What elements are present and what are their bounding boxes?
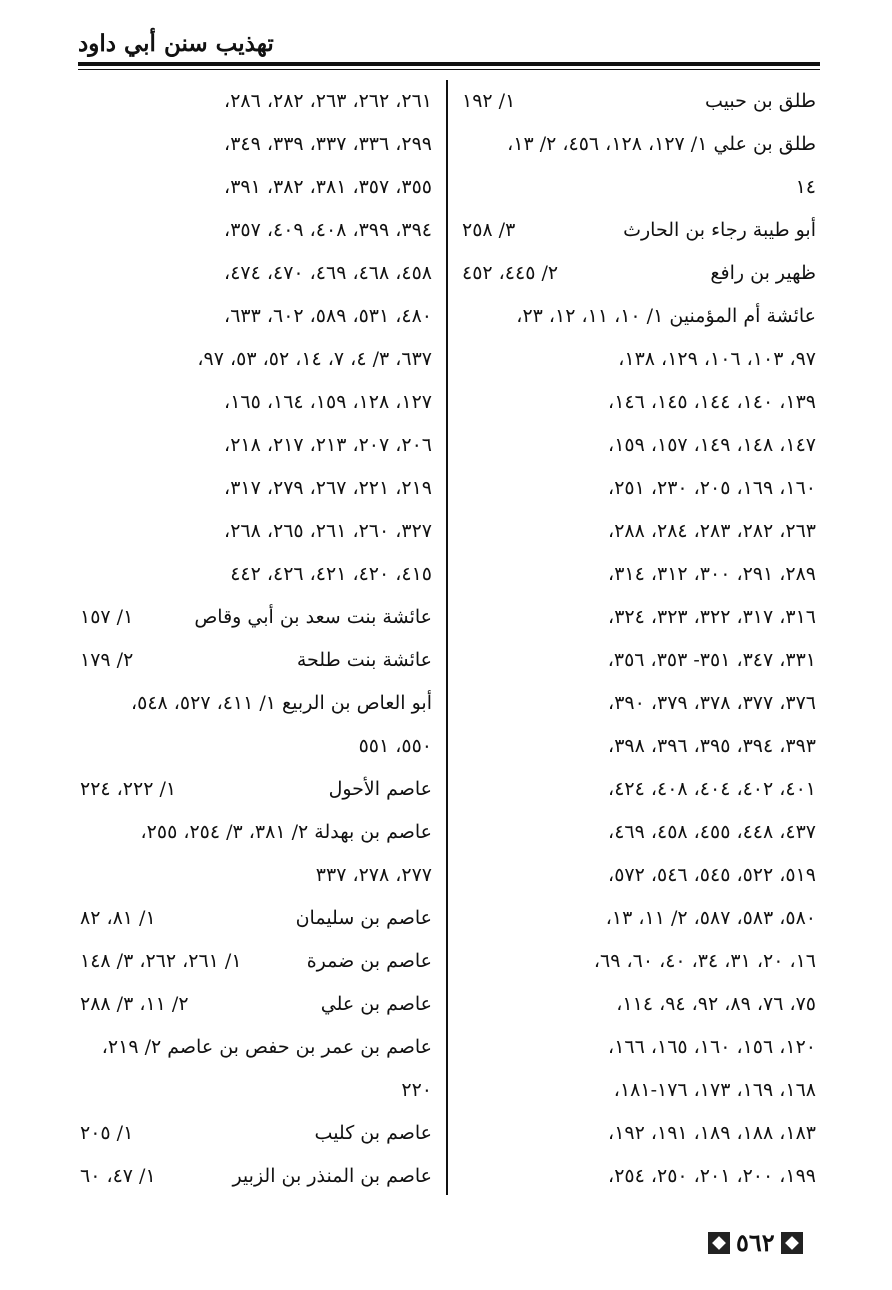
- entry-text: ٤١٥، ٤٢٠، ٤٢١، ٤٢٦، ٤٤٢: [230, 563, 432, 585]
- index-entry: [80, 897, 432, 940]
- index-entry: [80, 123, 432, 166]
- entry-reference: ٢/ ١١، ٣/ ٢٨٨: [80, 993, 189, 1015]
- entry-text: عاصم بن المنذر بن الزبير: [232, 1165, 432, 1187]
- index-entry: [462, 381, 816, 424]
- entry-text: عائشة بنت سعد بن أبي وقاص: [194, 606, 432, 628]
- entry-text: ٢٨٩، ٢٩١، ٣٠٠، ٣١٢، ٣١٤،: [608, 563, 816, 585]
- entry-text: عاصم بن سليمان: [295, 907, 432, 929]
- index-entry: [80, 338, 432, 381]
- index-entry: [80, 1112, 432, 1155]
- entry-text: ١٢٠، ١٥٦، ١٦٠، ١٦٥، ١٦٦،: [608, 1036, 816, 1058]
- entry-text: ظهير بن رافع: [710, 262, 816, 284]
- index-entry: [462, 811, 816, 854]
- index-entry: [80, 639, 432, 682]
- entry-text: ٥١٩، ٥٢٢، ٥٤٥، ٥٤٦، ٥٧٢،: [608, 864, 816, 886]
- entry-text: ٤٣٧، ٤٤٨، ٤٥٥، ٤٥٨، ٤٦٩،: [608, 821, 816, 843]
- column-divider: [446, 80, 448, 1195]
- entry-text: طلق بن حبيب: [705, 90, 816, 112]
- entry-text: ٥٨٠، ٥٨٣، ٥٨٧، ٢/ ١١، ١٣،: [605, 907, 816, 929]
- entry-text: أبو طيبة رجاء بن الحارث: [623, 219, 816, 241]
- entry-text: ١٨٣، ١٨٨، ١٨٩، ١٩١، ١٩٢،: [608, 1122, 816, 1144]
- entry-reference: ١/ ٢٢٢، ٢٢٤: [80, 778, 177, 800]
- index-entry: [462, 424, 816, 467]
- page-title: تهذيب سنن أبي داود: [78, 30, 274, 57]
- index-entry: [462, 252, 816, 295]
- ornament-icon: [781, 1232, 803, 1254]
- page-footer: [708, 1228, 803, 1257]
- entry-text: عاصم بن عمر بن حفص بن عاصم ٢/ ٢١٩،: [101, 1036, 432, 1058]
- entry-text: ٣٢٧، ٢٦٠، ٢٦١، ٢٦٥، ٢٦٨،: [224, 520, 432, 542]
- index-entry: [80, 166, 432, 209]
- index-entry: [80, 682, 432, 725]
- entry-text: ٣٧٦، ٣٧٧، ٣٧٨، ٣٧٩، ٣٩٠،: [608, 692, 816, 714]
- entry-text: أبو العاص بن الربيع ١/ ٤١١، ٥٢٧، ٥٤٨،: [130, 692, 432, 714]
- header-rule-thick: [78, 62, 820, 66]
- entry-text: ٣٣١، ٣٤٧، ٣٥١- ٣٥٣، ٣٥٦،: [607, 649, 816, 671]
- index-column-left: [80, 80, 432, 1198]
- index-entry: [462, 467, 816, 510]
- entry-text: ١٦٠، ١٦٩، ٢٠٥، ٢٣٠، ٢٥١،: [608, 477, 816, 499]
- index-entry: [462, 768, 816, 811]
- entry-reference: ٢/ ٤٤٥، ٤٥٢: [462, 262, 559, 284]
- entry-reference: ١/ ٨١، ٨٢: [80, 907, 156, 929]
- entry-text: ٦٣٧، ٣/ ٤، ٧، ١٤، ٥٢، ٥٣، ٩٧،: [197, 348, 432, 370]
- entry-text: ٢١٩، ٢٢١، ٢٦٧، ٢٧٩، ٣١٧،: [224, 477, 432, 499]
- index-entry: [80, 1155, 432, 1198]
- index-entry: [462, 1069, 816, 1112]
- index-entry: [80, 553, 432, 596]
- entry-text: ٣٩٤، ٣٩٩، ٤٠٨، ٤٠٩، ٣٥٧،: [224, 219, 432, 241]
- index-entry: [462, 983, 816, 1026]
- header-rule-thin: [78, 69, 820, 70]
- index-entry: [462, 209, 816, 252]
- entry-text: ٢٠٦، ٢٠٧، ٢١٣، ٢١٧، ٢١٨،: [224, 434, 432, 456]
- entry-reference: ١/ ١٩٢: [462, 90, 516, 112]
- index-column-right: [462, 80, 816, 1198]
- entry-text: ٩٧، ١٠٣، ١٠٦، ١٢٩، ١٣٨،: [618, 348, 816, 370]
- entry-text: ٧٥، ٧٦، ٨٩، ٩٢، ٩٤، ١١٤،: [616, 993, 816, 1015]
- index-entry: [80, 596, 432, 639]
- index-entry: [80, 854, 432, 897]
- entry-text: ٤٨٠، ٥٣١، ٥٨٩، ٦٠٢، ٦٣٣،: [224, 305, 432, 327]
- entry-text: ٣٩٣، ٣٩٤، ٣٩٥، ٣٩٦، ٣٩٨،: [608, 735, 816, 757]
- index-entry: [462, 1026, 816, 1069]
- entry-text: ٢٦١، ٢٦٢، ٢٦٣، ٢٨٢، ٢٨٦،: [224, 90, 432, 112]
- ornament-icon: [708, 1232, 730, 1254]
- entry-text: ٢٧٧، ٢٧٨، ٣٣٧: [315, 864, 432, 886]
- index-entry: [80, 510, 432, 553]
- entry-text: ١٦، ٢٠، ٣١، ٣٤، ٤٠، ٦٠، ٦٩،: [593, 950, 816, 972]
- index-entry: [462, 338, 816, 381]
- index-entry: [462, 510, 816, 553]
- entry-text: ١٢٧، ١٢٨، ١٥٩، ١٦٤، ١٦٥،: [224, 391, 432, 413]
- entry-text: عاصم بن كليب: [314, 1122, 432, 1144]
- entry-text: ١٣٩، ١٤٠، ١٤٤، ١٤٥، ١٤٦،: [608, 391, 816, 413]
- entry-reference: ١/ ٤٧، ٦٠: [80, 1165, 156, 1187]
- entry-reference: ٣/ ٢٥٨: [462, 219, 516, 241]
- entry-text: طلق بن علي ١/ ١٢٧، ١٢٨، ٤٥٦، ٢/ ١٣،: [507, 133, 816, 155]
- index-entry: [462, 725, 816, 768]
- entry-text: عائشة بنت طلحة: [296, 649, 432, 671]
- entry-reference: ١/ ٢٠٥: [80, 1122, 134, 1144]
- index-entry: [80, 1069, 432, 1112]
- index-entry: [80, 424, 432, 467]
- index-entry: [462, 1112, 816, 1155]
- entry-text: ٤٠١، ٤٠٢، ٤٠٤، ٤٠٨، ٤٢٤،: [608, 778, 816, 800]
- entry-text: ١٦٨، ١٦٩، ١٧٣، ١٧٦-١٨١،: [613, 1079, 816, 1101]
- entry-reference: ٢/ ١٧٩: [80, 649, 134, 671]
- index-entry: [80, 295, 432, 338]
- entry-text: ١٩٩، ٢٠٠، ٢٠١، ٢٥٠، ٢٥٤،: [608, 1165, 816, 1187]
- index-entry: [462, 596, 816, 639]
- index-entry: [80, 80, 432, 123]
- entry-text: عاصم بن ضمرة: [306, 950, 432, 972]
- index-entry: [462, 854, 816, 897]
- entry-text: ١٤: [795, 176, 816, 198]
- index-entry: [462, 80, 816, 123]
- index-entry: [462, 295, 816, 338]
- entry-text: ٢٢٠: [401, 1079, 432, 1101]
- index-entry: [80, 252, 432, 295]
- entry-text: ٢٦٣، ٢٨٢، ٢٨٣، ٢٨٤، ٢٨٨،: [608, 520, 816, 542]
- index-entry: [462, 123, 816, 166]
- entry-reference: ١/ ٢٦١، ٢٦٢، ٣/ ١٤٨: [80, 950, 242, 972]
- index-entry: [80, 381, 432, 424]
- entry-text: عاصم بن بهدلة ٢/ ٣٨١، ٣/ ٢٥٤، ٢٥٥،: [140, 821, 432, 843]
- entry-text: عاصم الأحول: [328, 778, 432, 800]
- entry-text: عائشة أم المؤمنين ١/ ١٠، ١١، ١٢، ٢٣،: [516, 305, 816, 327]
- index-entry: [80, 768, 432, 811]
- index-entry: [462, 940, 816, 983]
- entry-text: ٤٥٨، ٤٦٨، ٤٦٩، ٤٧٠، ٤٧٤،: [224, 262, 432, 284]
- index-entry: [462, 553, 816, 596]
- index-entry: [80, 725, 432, 768]
- index-entry: [462, 166, 816, 209]
- index-entry: [462, 1155, 816, 1198]
- index-entry: [80, 209, 432, 252]
- entry-text: عاصم بن علي: [320, 993, 432, 1015]
- entry-text: ٣٥٥، ٣٥٧، ٣٨١، ٣٨٢، ٣٩١،: [224, 176, 432, 198]
- index-entry: [462, 639, 816, 682]
- page-number: ٥٦٢: [736, 1228, 775, 1257]
- entry-text: ١٤٧، ١٤٨، ١٤٩، ١٥٧، ١٥٩،: [608, 434, 816, 456]
- index-entry: [80, 467, 432, 510]
- index-entry: [80, 1026, 432, 1069]
- entry-text: ٢٩٩، ٣٣٦، ٣٣٧، ٣٣٩، ٣٤٩،: [224, 133, 432, 155]
- index-entry: [80, 811, 432, 854]
- index-entry: [462, 897, 816, 940]
- index-entry: [462, 682, 816, 725]
- entry-text: ٥٥٠، ٥٥١: [358, 735, 432, 757]
- entry-reference: ١/ ١٥٧: [80, 606, 134, 628]
- index-entry: [80, 983, 432, 1026]
- index-entry: [80, 940, 432, 983]
- entry-text: ٣١٦، ٣١٧، ٣٢٢، ٣٢٣، ٣٢٤،: [608, 606, 816, 628]
